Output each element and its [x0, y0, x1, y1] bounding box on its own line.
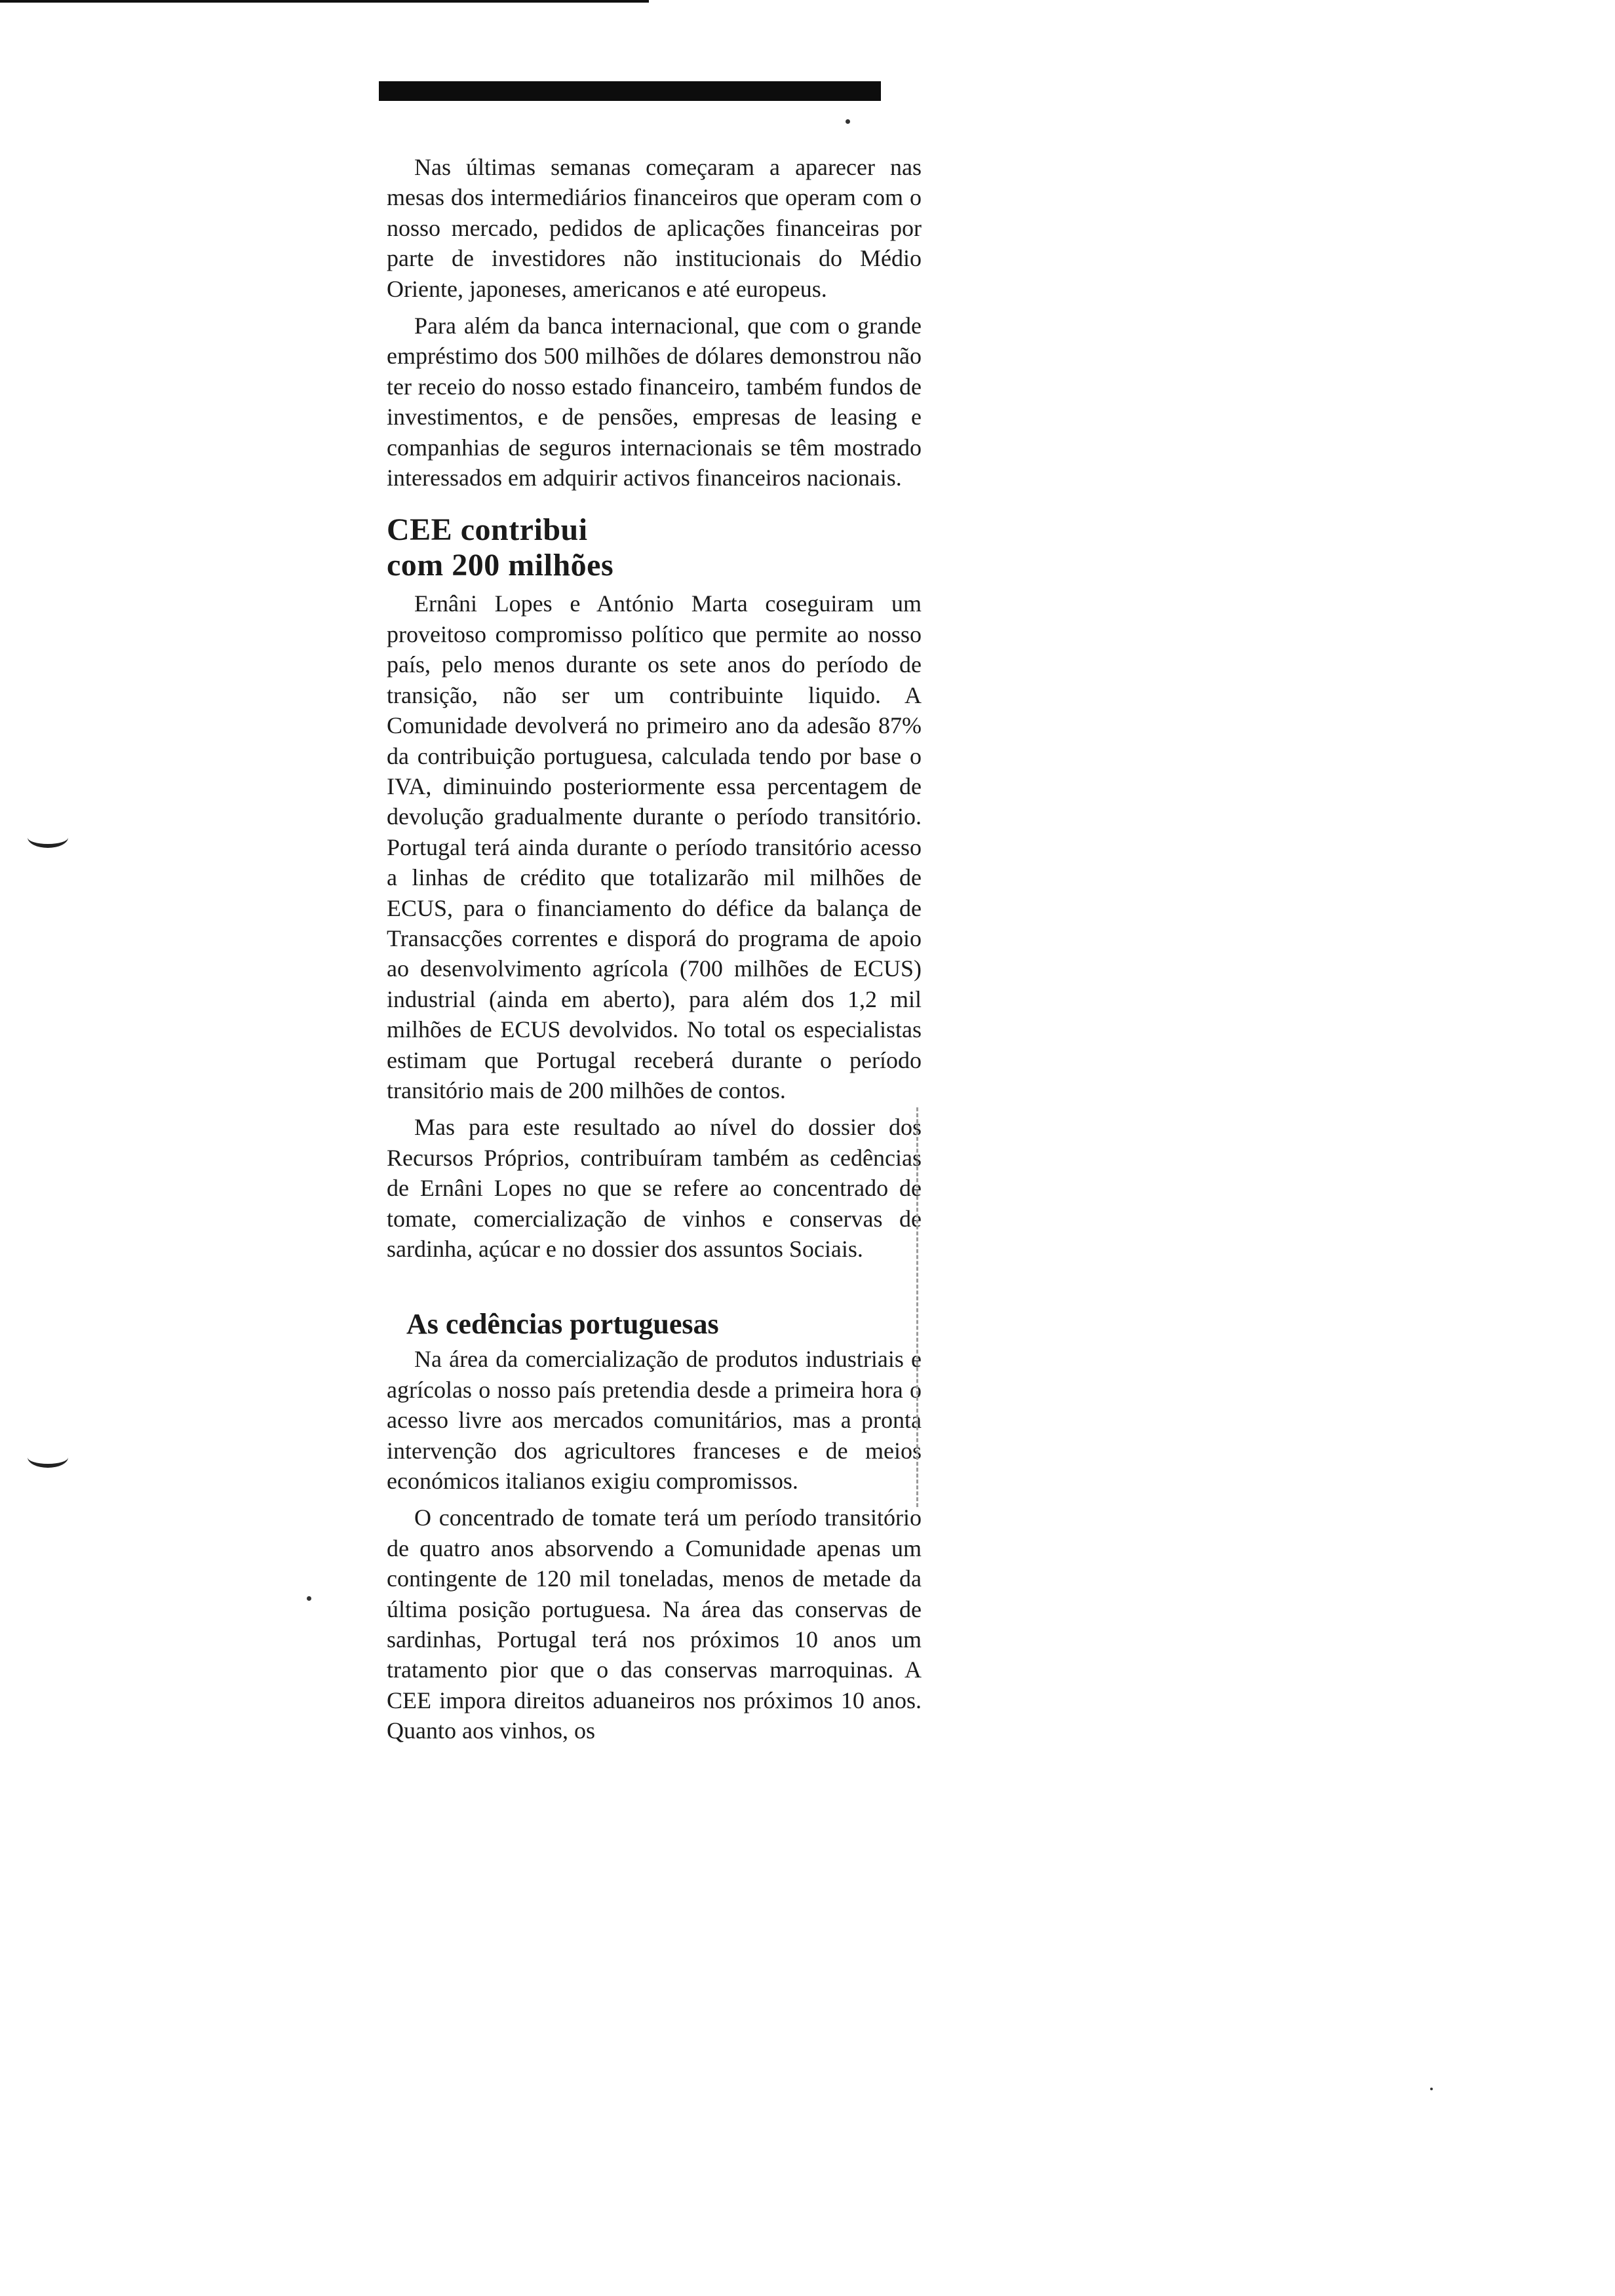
section-heading-cee-line1: CEE contribui	[387, 512, 588, 548]
section1-paragraph-2: Mas para este resultado ao nível do dossier dos Recursos Próprios, contribuíram também as cedências de Ernâni Lopes no que se refere ao concentrado de tomate, comercialização de vinhos e conservas de sardinha, açúcar e no dossier dos assuntos Sociais.	[387, 1114, 922, 1262]
section1-paragraph-1: Ernâni Lopes e António Marta coseguiram um proveitoso compromisso político que permite ao nosso país, pelo menos durante os sete anos do período de transição, não ser um contribuinte liquido. A Comunidade devolverá no primeiro ano da adesão 87% da contribuição portuguesa, calculada tendo por base o IVA, diminuindo posteriormente essa percentagem de devolução gradualmente durante o período transitório. Portugal terá ainda durante o período transitório acesso a linhas de crédito que totalizarão mil milhões de ECUS, para o financiamento do défice da balança de Transacções correntes e disporá do programa de apoio ao desenvolvimento agrícola (700 milhões de ECUS) industrial (ainda em aberto), para além dos 1,2 mil milhões de ECUS devolvidos. No total os especialistas estimam que Portugal receberá durante o período transitório mais de 200 milhões de contos.	[387, 590, 922, 1103]
clipping-right-edge-shadow	[916, 1107, 920, 1507]
binder-hole-mark-lower	[28, 1447, 68, 1468]
intro-paragraph-1: Nas últimas semanas começaram a aparecer nas mesas dos intermediários financeiros que operam com o nosso mercado, pedidos de aplicações financeiras por parte de investidores não institucionais do Médio Oriente, japoneses, americanos e até europeus.	[387, 154, 922, 302]
section2-paragraph-1: Na área da comercialização de produtos industriais e agrícolas o nosso país pretendia desde a primeira hora o acesso livre aos mercados comunitários, mas a pronta intervenção dos agricultores franceses e de meios económicos italianos exigiu compromissos.	[387, 1346, 922, 1495]
section-heading-cee	[387, 512, 922, 583]
intro-paragraph-2: Para além da banca internacional, que com o grande empréstimo dos 500 milhões de dólares demonstrou não ter receio do nosso estado financeiro, também fundos de investimentos, e de pensões, empresas de leasing e companhias de seguros internacionais se têm mostrado interessados em adquirir activos financeiros nacionais.	[387, 313, 922, 491]
section-heading-cedencias: As cedências portuguesas	[406, 1308, 719, 1341]
scan-speck	[1430, 2088, 1433, 2090]
binder-hole-mark-upper	[28, 827, 68, 848]
scan-speck	[307, 1596, 311, 1601]
page-top-edge-line	[0, 0, 649, 3]
clipping-header-bar	[379, 81, 881, 101]
section-heading-cee-line2: com 200 milhões	[387, 548, 614, 583]
article-column	[387, 152, 922, 1746]
section2-paragraph-2: O concentrado de tomate terá um período transitório de quatro anos absorvendo a Comunidade apenas um contingente de 120 mil toneladas, menos de metade da última posição portuguesa. Na área das conservas de sardinhas, Portugal terá nos próximos 10 anos um tratamento pior que o das conservas marroquinas. A CEE impora direitos aduaneiros nos próximos 10 anos. Quanto aos vinhos, os	[387, 1504, 922, 1744]
scan-speck	[846, 119, 850, 124]
